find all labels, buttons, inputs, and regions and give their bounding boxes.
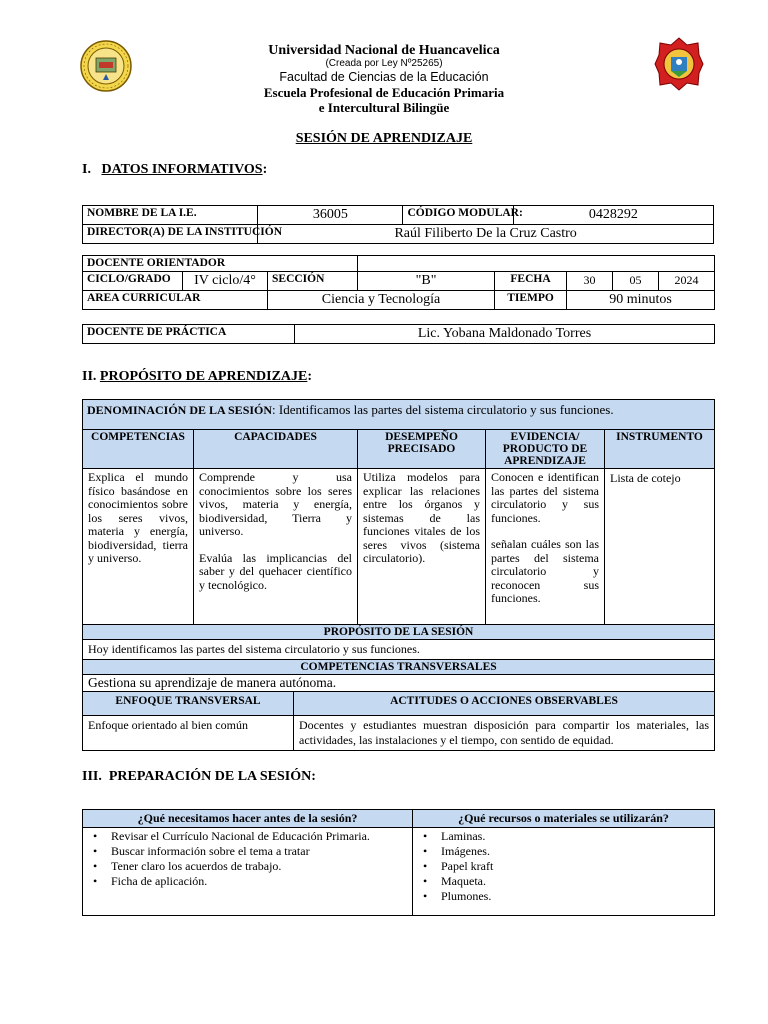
fecha-day: 30 [567, 272, 613, 291]
transversales-label: COMPETENCIAS TRANSVERSALES [83, 660, 715, 675]
ie-label: NOMBRE DE LA I.E. [83, 206, 258, 225]
document-title: SESIÓN DE APRENDIZAJE [295, 131, 473, 146]
evidencia-1: Conocen e identifican las partes del sistema circulatorio y sus funciones. [491, 470, 599, 525]
ie-value: 36005 [258, 206, 403, 225]
antes-cell [83, 828, 413, 916]
evidencia-2: señalan cuáles son las partes del sistema circulatorio y reconocen sus funciones. [491, 537, 599, 605]
list-item: • Ficha de aplicación. [87, 874, 408, 889]
university-name: Universidad Nacional de Huancavelica [268, 43, 500, 58]
recursos-list [417, 829, 710, 904]
section1-heading [82, 162, 267, 178]
capacidad-1: Comprende y usa conocimientos sobre los seres vivos, materia y energía, biodiversidad, Tierra y universo. [199, 470, 352, 538]
school-name-line2: e Intercultural Bilingüe [318, 100, 450, 115]
class-table [82, 255, 715, 310]
section2-heading [82, 369, 312, 385]
cod-label: CÓDIGO MODULAR: [403, 206, 513, 225]
tiempo-label: TIEMPO [495, 291, 567, 310]
denominacion-value: : Identificamos las partes del sistema circulatorio y sus funciones. [272, 402, 614, 417]
faculty-name: Facultad de Ciencias de la Educación [279, 70, 489, 84]
col-instrumento: INSTRUMENTO [605, 430, 715, 469]
seccion-value: "B" [358, 272, 495, 291]
col-desempeno: DESEMPEÑO PRECISADO [358, 430, 486, 469]
purpose-table [82, 399, 715, 625]
list-item: • Imágenes. [417, 844, 710, 859]
section1-number: I. [82, 162, 91, 177]
denominacion-label: DENOMINACIÓN DE LA SESIÓN [87, 403, 273, 417]
list-item: • Plumones. [417, 889, 710, 904]
practica-label: DOCENTE DE PRÁCTICA [83, 325, 295, 344]
docente-label: DOCENTE ORIENTADOR [83, 256, 358, 272]
fecha-month: 05 [613, 272, 659, 291]
list-item: • Buscar información sobre el tema a tratar [87, 844, 408, 859]
list-item: • Laminas. [417, 829, 710, 844]
docente-value [358, 256, 715, 272]
session-details-table [82, 624, 715, 751]
transversales-value: Gestiona su aprendizaje de manera autónoma. [83, 675, 715, 692]
ciclo-value: IV ciclo/4° [183, 272, 268, 291]
evidencia-cell [486, 469, 605, 625]
recursos-cell [413, 828, 715, 916]
section3-number: III. [82, 769, 102, 784]
actitudes-value: Docentes y estudiantes muestran disposición para compartir los materiales, las actividades, las instalaciones y el tiempo, con sentido de equidad. [294, 716, 715, 751]
cod-value: 0428292 [513, 206, 713, 225]
school-name-line1: Escuela Profesional de Educación Primaria [263, 85, 505, 100]
col-competencias: COMPETENCIAS [83, 430, 194, 469]
col-evidencia: EVIDENCIA/ PRODUCTO DE APRENDIZAJE [486, 430, 605, 469]
practica-value: Lic. Yobana Maldonado Torres [295, 325, 715, 344]
tiempo-value: 90 minutos [567, 291, 715, 310]
capacidad-2: Evalúa las implicancias del saber y del quehacer científico y tecnológico. [199, 550, 352, 592]
col-recursos: ¿Qué recursos o materiales se utilizarán? [413, 810, 715, 828]
enfoque-label: ENFOQUE TRANSVERSAL [83, 692, 294, 716]
list-item: • Papel kraft [417, 859, 710, 874]
creation-law: (Creada por Ley Nº25265) [325, 58, 443, 69]
preparation-table [82, 809, 715, 916]
section3-heading [82, 769, 316, 785]
desempeno-cell: Utiliza modelos para explicar las relaciones entre los órganos y sistemas de las funciones vitales de los seres vivos (sistema circulatorio). [358, 469, 486, 625]
director-label: DIRECTOR(A) DE LA INSTITUCIÓN [83, 225, 258, 244]
list-item: • Tener claro los acuerdos de trabajo. [87, 859, 408, 874]
section2-title: PROPÓSITO DE APRENDIZAJE [99, 369, 308, 384]
section2-colon: : [307, 369, 313, 384]
fecha-label: FECHA [495, 272, 567, 291]
ciclo-label: CICLO/GRADO [83, 272, 183, 291]
enfoque-value: Enfoque orientado al bien común [83, 716, 294, 751]
seccion-label: SECCIÓN [268, 272, 358, 291]
institution-table [82, 205, 714, 244]
instrumento-cell: Lista de cotejo [605, 469, 715, 625]
section1-title: DATOS INFORMATIVOS [101, 162, 263, 177]
area-value: Ciencia y Tecnología [268, 291, 495, 310]
col-antes: ¿Qué necesitamos hacer antes de la sesión? [83, 810, 413, 828]
list-item: • Maqueta. [417, 874, 710, 889]
area-label: AREA CURRICULAR [83, 291, 268, 310]
proposito-label: PROPÓSITO DE LA SESIÓN [83, 625, 715, 640]
denominacion-row [83, 400, 715, 430]
list-item: • Revisar el Currículo Nacional de Educación Primaria. [87, 829, 408, 844]
competencia-cell: Explica el mundo físico basándose en conocimientos sobre los seres vivos, materia y energía, biodiversidad, tierra y universo. [83, 469, 194, 625]
director-value: Raúl Filiberto De la Cruz Castro [258, 225, 714, 244]
fecha-year: 2024 [659, 272, 715, 291]
col-capacidades: CAPACIDADES [194, 430, 358, 469]
section2-number: II. [82, 369, 97, 384]
proposito-value: Hoy identificamos las partes del sistema circulatorio y sus funciones. [83, 640, 715, 660]
capacidades-cell [194, 469, 358, 625]
section1-colon: : [262, 162, 268, 177]
section3-title: PREPARACIÓN DE LA SESIÓN: [108, 769, 316, 784]
practica-table [82, 324, 715, 344]
antes-list [87, 829, 408, 889]
actitudes-label: ACTITUDES O ACCIONES OBSERVABLES [294, 692, 715, 716]
